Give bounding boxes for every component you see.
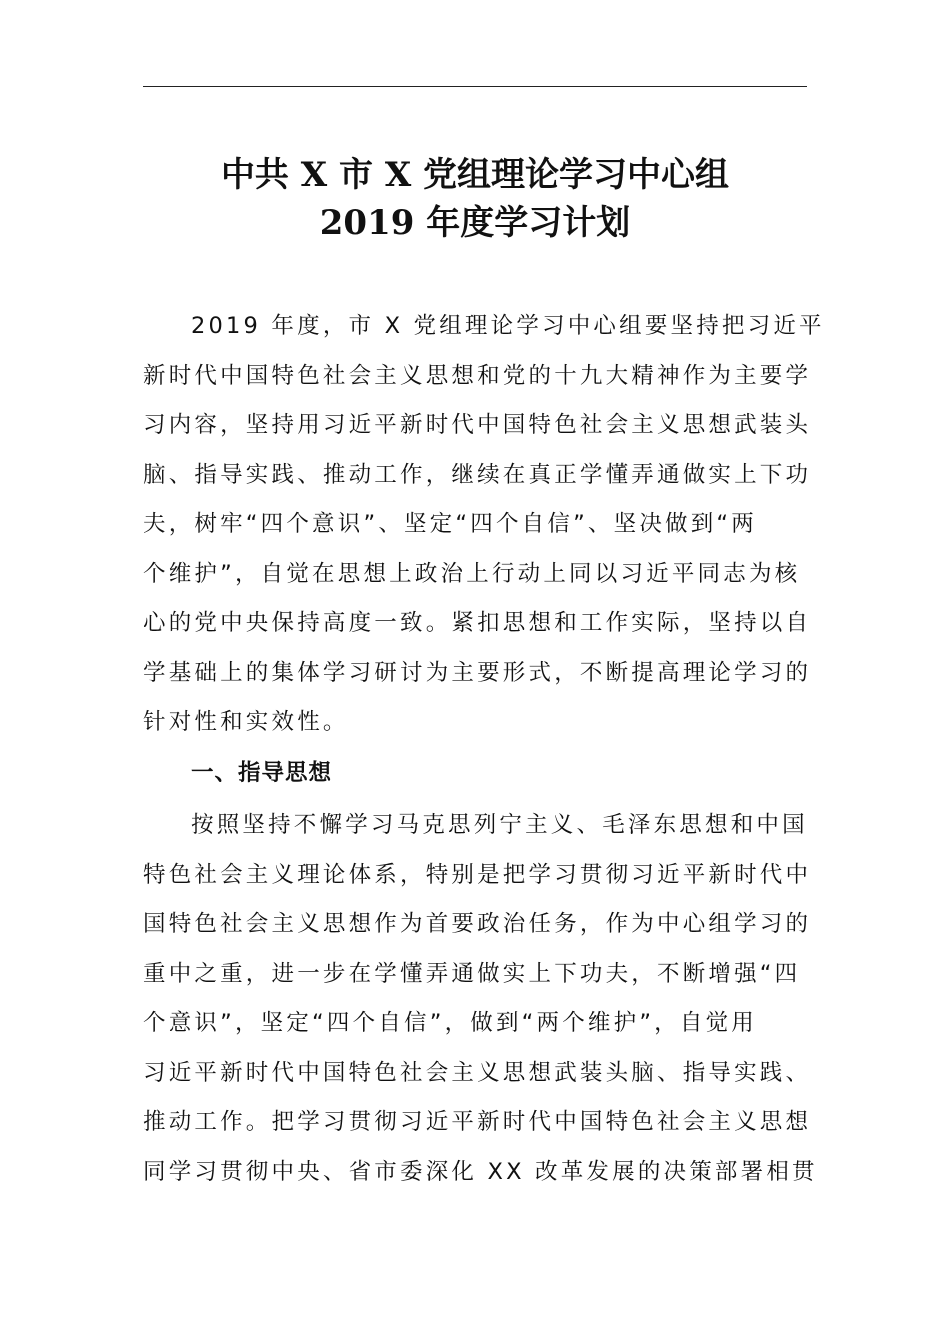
paragraph-line: 按照坚持不懈学习马克思列宁主义、毛泽东思想和中国 <box>191 812 808 838</box>
header-rule <box>143 86 807 87</box>
paragraph-line: 新时代中国特色社会主义思想和党的十九大精神作为主要学 <box>143 362 812 389</box>
paragraph-line: 推动工作。把学习贯彻习近平新时代中国特色社会主义思想 <box>143 1109 812 1135</box>
paragraph-line: 夫，树牢“四个意识”、坚定“四个自信”、坚决做到“两 <box>143 511 757 537</box>
document-title-line-2: 2019 年度学习计划 <box>319 203 631 243</box>
paragraph-line: 习近平新时代中国特色社会主义思想武装头脑、指导实践、 <box>143 1059 812 1086</box>
paragraph-line: 脑、指导实践、推动工作，继续在真正学懂弄通做实上下功 <box>143 461 812 488</box>
paragraph-line: 特色社会主义理论体系，特别是把学习贯彻习近平新时代中 <box>143 861 812 888</box>
intro-paragraph <box>143 302 825 748</box>
paragraph-line: 个意识”，坚定“四个自信”，做到“两个维护”，自觉用 <box>143 1010 757 1036</box>
paragraph-line: 2019 年度，市 X 党组理论学习中心组要坚持把习近平 <box>191 313 825 339</box>
paragraph-line: 学基础上的集体学习研讨为主要形式，不断提高理论学习的 <box>143 659 812 686</box>
paragraph-line: 国特色社会主义思想作为首要政治任务，作为中心组学习的 <box>143 911 812 937</box>
paragraph-line: 针对性和实效性。 <box>143 709 349 735</box>
paragraph-line: 重中之重，进一步在学懂弄通做实上下功夫，不断增强“四 <box>143 960 801 987</box>
paragraph-line: 习内容，坚持用习近平新时代中国特色社会主义思想武装头 <box>143 412 812 438</box>
paragraph-line: 心的党中央保持高度一致。紧扣思想和工作实际，坚持以自 <box>143 610 812 636</box>
paragraph-line: 同学习贯彻中央、省市委深化 XX 改革发展的决策部署相贯 <box>143 1158 818 1185</box>
paragraph-line: 个维护”，自觉在思想上政治上行动上同以习近平同志为核 <box>143 560 801 587</box>
document-title-line-1: 中共 X 市 X 党组理论学习中心组 <box>220 155 730 195</box>
section1-paragraph <box>143 801 818 1197</box>
section-heading-guiding-ideology: 一、指导思想 <box>191 760 333 786</box>
